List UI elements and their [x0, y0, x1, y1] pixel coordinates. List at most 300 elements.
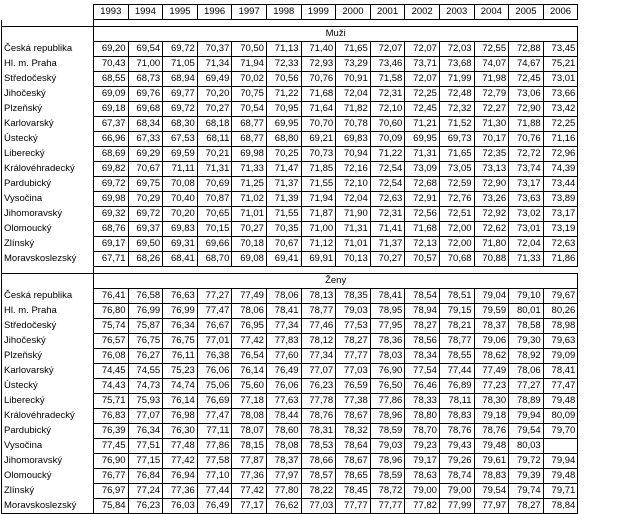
- value-cell: 70,88: [474, 252, 509, 267]
- value-cell: 78,07: [232, 424, 267, 439]
- value-cell: 70,15: [197, 222, 232, 237]
- value-cell: 77,63: [266, 394, 301, 409]
- value-cell: 71,01: [336, 237, 371, 252]
- value-cell: 78,03: [370, 349, 405, 364]
- value-cell: 76,57: [94, 334, 129, 349]
- value-cell: 78,96: [370, 454, 405, 469]
- value-cell: 76,41: [94, 289, 129, 304]
- value-cell: 71,94: [232, 57, 267, 72]
- value-cell: 79,18: [474, 409, 509, 424]
- value-cell: 77,77: [336, 499, 371, 514]
- value-cell: 78,36: [370, 334, 405, 349]
- value-cell: 72,45: [509, 72, 544, 87]
- value-cell: 73,02: [509, 207, 544, 222]
- value-cell: 78,33: [405, 394, 440, 409]
- value-cell: 76,84: [128, 469, 163, 484]
- value-cell: 71,65: [439, 147, 474, 162]
- table-row: [2, 379, 578, 394]
- value-cell: 78,67: [336, 409, 371, 424]
- table-row: [2, 132, 578, 147]
- value-cell: 77,34: [301, 349, 336, 364]
- value-cell: 77,38: [336, 394, 371, 409]
- value-cell: 72,56: [405, 207, 440, 222]
- value-cell: 77,54: [405, 364, 440, 379]
- value-cell: 78,34: [405, 349, 440, 364]
- value-cell: 78,41: [266, 304, 301, 319]
- value-cell: 72,62: [474, 222, 509, 237]
- region-name: Vysočina: [2, 439, 94, 454]
- value-cell: 78,65: [336, 469, 371, 484]
- value-cell: 74,73: [128, 379, 163, 394]
- value-cell: 73,17: [543, 207, 578, 222]
- value-cell: 71,33: [509, 252, 544, 267]
- value-cell: 79,70: [543, 424, 578, 439]
- value-cell: 76,11: [163, 349, 198, 364]
- table-row: [2, 162, 578, 177]
- value-cell: 76,59: [336, 379, 371, 394]
- value-cell: 79,94: [509, 409, 544, 424]
- value-cell: 79,03: [336, 304, 371, 319]
- value-cell: 68,26: [128, 252, 163, 267]
- value-cell: 71,31: [405, 147, 440, 162]
- value-cell: 69,37: [128, 222, 163, 237]
- value-cell: 70,91: [336, 72, 371, 87]
- year-header: 1997: [232, 5, 267, 20]
- value-cell: 79,72: [509, 454, 544, 469]
- value-cell: 76,77: [94, 469, 129, 484]
- value-cell: 77,46: [301, 319, 336, 334]
- value-cell: 75,23: [163, 364, 198, 379]
- value-cell: 73,06: [509, 87, 544, 102]
- value-cell: 75,84: [94, 499, 129, 514]
- region-name: Pardubický: [2, 424, 94, 439]
- value-cell: 79,39: [509, 469, 544, 484]
- value-cell: 77,48: [163, 439, 198, 454]
- value-cell: 76,62: [266, 499, 301, 514]
- value-cell: 70,02: [232, 72, 267, 87]
- value-cell: 77,27: [509, 379, 544, 394]
- value-cell: 78,94: [405, 304, 440, 319]
- value-cell: 79,71: [543, 484, 578, 499]
- value-cell: 68,69: [94, 147, 129, 162]
- value-cell: 70,29: [128, 192, 163, 207]
- value-cell: 78,77: [439, 334, 474, 349]
- value-cell: 76,75: [163, 334, 198, 349]
- value-cell: 76,80: [94, 304, 129, 319]
- value-cell: 69,20: [94, 42, 129, 57]
- value-cell: 76,30: [163, 424, 198, 439]
- value-cell: 71,37: [370, 237, 405, 252]
- value-cell: 76,23: [301, 379, 336, 394]
- value-cell: 71,90: [336, 207, 371, 222]
- value-cell: 69,49: [197, 72, 232, 87]
- value-cell: 69,66: [197, 237, 232, 252]
- value-cell: 70,75: [232, 87, 267, 102]
- value-cell: 70,25: [266, 147, 301, 162]
- value-cell: 72,96: [543, 147, 578, 162]
- value-cell: 79,67: [543, 289, 578, 304]
- value-cell: 79,00: [439, 484, 474, 499]
- value-cell: 77,58: [197, 454, 232, 469]
- value-cell: 72,63: [543, 237, 578, 252]
- value-cell: 79,48: [474, 439, 509, 454]
- value-cell: 69,41: [266, 252, 301, 267]
- region-name: Karlovarský: [2, 117, 94, 132]
- value-cell: 79,17: [405, 454, 440, 469]
- value-cell: 71,16: [543, 132, 578, 147]
- value-cell: 78,27: [509, 499, 544, 514]
- table-row: [2, 207, 578, 222]
- value-cell: 77,42: [232, 334, 267, 349]
- year-header: 2001: [370, 5, 405, 20]
- value-cell: 70,27: [232, 222, 267, 237]
- value-cell: 71,33: [232, 162, 267, 177]
- value-cell: 73,68: [439, 57, 474, 72]
- value-cell: 74,45: [94, 364, 129, 379]
- value-cell: 69,75: [128, 177, 163, 192]
- value-cell: 75,06: [197, 379, 232, 394]
- value-cell: 68,76: [94, 222, 129, 237]
- value-cell: 79,26: [439, 454, 474, 469]
- value-cell: 71,68: [405, 222, 440, 237]
- table-row: [2, 252, 578, 267]
- value-cell: 79,03: [370, 439, 405, 454]
- value-cell: 73,74: [509, 162, 544, 177]
- value-cell: 70,37: [197, 42, 232, 57]
- value-cell: 78,08: [266, 439, 301, 454]
- value-cell: 77,95: [370, 319, 405, 334]
- value-cell: 78,92: [509, 349, 544, 364]
- value-cell: 77,03: [336, 364, 371, 379]
- value-cell: 70,73: [301, 147, 336, 162]
- value-cell: 69,73: [439, 132, 474, 147]
- value-cell: 77,47: [197, 409, 232, 424]
- value-cell: 70,54: [232, 102, 267, 117]
- value-cell: 79,54: [509, 424, 544, 439]
- value-cell: 79,30: [509, 334, 544, 349]
- value-cell: 78,56: [405, 334, 440, 349]
- value-cell: 70,50: [232, 42, 267, 57]
- section-name-cell: [2, 274, 94, 289]
- value-cell: 77,34: [266, 319, 301, 334]
- value-cell: 78,64: [336, 439, 371, 454]
- value-cell: 77,36: [163, 484, 198, 499]
- value-cell: 71,13: [266, 42, 301, 57]
- value-cell: 76,39: [94, 424, 129, 439]
- value-cell: 70,09: [370, 132, 405, 147]
- value-cell: 72,25: [543, 117, 578, 132]
- value-cell: 69,83: [163, 222, 198, 237]
- region-name: Středočeský: [2, 319, 94, 334]
- value-cell: 70,95: [266, 102, 301, 117]
- value-cell: 77,44: [439, 364, 474, 379]
- value-cell: 77,53: [336, 319, 371, 334]
- value-cell: 76,90: [94, 454, 129, 469]
- value-cell: 78,98: [543, 319, 578, 334]
- value-cell: 72,72: [509, 147, 544, 162]
- value-cell: 69,18: [94, 102, 129, 117]
- value-cell: 71,82: [336, 102, 371, 117]
- region-name: Zlínský: [2, 484, 94, 499]
- value-cell: 69,72: [163, 102, 198, 117]
- value-cell: 69,08: [232, 252, 267, 267]
- value-cell: 76,03: [163, 499, 198, 514]
- value-cell: 78,76: [301, 409, 336, 424]
- value-cell: 73,46: [370, 57, 405, 72]
- value-cell: 78,41: [370, 289, 405, 304]
- value-cell: 76,67: [197, 319, 232, 334]
- value-cell: 77,86: [197, 439, 232, 454]
- region-name: Liberecký: [2, 394, 94, 409]
- value-cell: 79,54: [474, 484, 509, 499]
- table-row: [2, 424, 578, 439]
- value-cell: 78,13: [301, 289, 336, 304]
- section-title-row: [2, 274, 578, 289]
- region-name: Pardubický: [2, 177, 94, 192]
- table-row: [2, 439, 578, 454]
- value-cell: 68,77: [232, 132, 267, 147]
- value-cell: 68,41: [163, 252, 198, 267]
- value-cell: 75,74: [94, 319, 129, 334]
- region-name: Olomoucký: [2, 469, 94, 484]
- value-cell: 79,43: [439, 439, 474, 454]
- value-cell: 78,06: [266, 289, 301, 304]
- gap-name-cell: [2, 267, 94, 274]
- value-cell: 72,45: [405, 102, 440, 117]
- value-cell: 76,08: [94, 349, 129, 364]
- value-cell: 75,71: [94, 394, 129, 409]
- table-row: [2, 304, 578, 319]
- value-cell: 71,12: [301, 237, 336, 252]
- value-cell: 79,63: [543, 334, 578, 349]
- value-cell: 77,49: [232, 289, 267, 304]
- value-cell: 78,37: [474, 319, 509, 334]
- value-cell: 78,27: [336, 334, 371, 349]
- value-cell: 70,67: [128, 162, 163, 177]
- value-cell: 79,59: [474, 304, 509, 319]
- region-name: Liberecký: [2, 147, 94, 162]
- value-cell: 69,98: [232, 147, 267, 162]
- value-cell: 71,55: [266, 207, 301, 222]
- value-cell: 71,34: [197, 57, 232, 72]
- value-cell: 69,68: [128, 102, 163, 117]
- region-name: Česká republika: [2, 289, 94, 304]
- value-cell: 78,63: [405, 469, 440, 484]
- table-row: [2, 192, 578, 207]
- value-cell: 79,04: [474, 289, 509, 304]
- value-cell: 73,01: [543, 72, 578, 87]
- value-cell: 72,79: [474, 87, 509, 102]
- value-cell: 78,80: [405, 409, 440, 424]
- table-row: [2, 237, 578, 252]
- region-name: Zlínský: [2, 237, 94, 252]
- table-row: [2, 319, 578, 334]
- value-cell: 78,67: [336, 454, 371, 469]
- value-cell: 78,06: [232, 304, 267, 319]
- value-cell: 73,29: [336, 57, 371, 72]
- value-cell: 72,51: [439, 207, 474, 222]
- value-cell: 68,55: [94, 72, 129, 87]
- value-cell: 76,50: [370, 379, 405, 394]
- value-cell: 77,17: [232, 499, 267, 514]
- year-header: 1996: [197, 5, 232, 20]
- value-cell: 70,60: [370, 117, 405, 132]
- value-cell: 76,89: [439, 379, 474, 394]
- value-cell: 70,43: [94, 57, 129, 72]
- section-title: Muži: [94, 27, 578, 42]
- value-cell: 78,32: [336, 424, 371, 439]
- value-cell: 76,14: [163, 394, 198, 409]
- value-cell: 78,83: [439, 409, 474, 424]
- value-cell: 77,80: [266, 484, 301, 499]
- value-cell: 77,15: [128, 454, 163, 469]
- section-gap-row: [2, 267, 578, 274]
- value-cell: 76,94: [163, 469, 198, 484]
- value-cell: 77,99: [439, 499, 474, 514]
- value-cell: 78,08: [232, 409, 267, 424]
- table-row: [2, 394, 578, 409]
- year-header-row: [2, 5, 578, 20]
- value-cell: 74,67: [509, 57, 544, 72]
- region-name: Ústecký: [2, 379, 94, 394]
- value-cell: 78,22: [301, 484, 336, 499]
- value-cell: 71,05: [163, 57, 198, 72]
- value-cell: 78,54: [405, 289, 440, 304]
- value-cell: 72,48: [439, 87, 474, 102]
- value-cell: 72,54: [370, 177, 405, 192]
- value-cell: 73,26: [474, 192, 509, 207]
- table-row: [2, 409, 578, 424]
- value-cell: 68,80: [266, 132, 301, 147]
- value-cell: 68,73: [128, 72, 163, 87]
- value-cell: 70,76: [509, 132, 544, 147]
- region-name: Jihomoravský: [2, 207, 94, 222]
- value-cell: 78,27: [405, 319, 440, 334]
- value-cell: 76,06: [266, 379, 301, 394]
- value-cell: 71,30: [474, 117, 509, 132]
- region-name: Královéhradecký: [2, 409, 94, 424]
- value-cell: 78,74: [439, 469, 474, 484]
- value-cell: 80,09: [543, 409, 578, 424]
- value-cell: 77,49: [474, 364, 509, 379]
- value-cell: 73,44: [543, 177, 578, 192]
- value-cell: 78,53: [301, 439, 336, 454]
- value-cell: 77,18: [232, 394, 267, 409]
- value-cell: 78,55: [439, 349, 474, 364]
- value-cell: 72,63: [370, 192, 405, 207]
- value-cell: 76,99: [128, 304, 163, 319]
- value-cell: 69,76: [128, 87, 163, 102]
- table-row: [2, 147, 578, 162]
- value-cell: 72,92: [474, 207, 509, 222]
- value-cell: 69,77: [163, 87, 198, 102]
- table-row: [2, 349, 578, 364]
- value-cell: 69,29: [128, 147, 163, 162]
- value-cell: 70,78: [336, 117, 371, 132]
- value-cell: 74,55: [128, 364, 163, 379]
- value-cell: 77,77: [370, 499, 405, 514]
- value-cell: 73,17: [509, 177, 544, 192]
- value-cell: 71,41: [370, 222, 405, 237]
- value-cell: 76,95: [232, 319, 267, 334]
- value-cell: 72,04: [336, 192, 371, 207]
- value-cell: 80,03: [509, 439, 544, 454]
- value-cell: 69,50: [128, 237, 163, 252]
- value-cell: 77,11: [197, 424, 232, 439]
- year-header: 2006: [543, 5, 578, 20]
- value-cell: 76,27: [128, 349, 163, 364]
- value-cell: 78,37: [266, 454, 301, 469]
- value-cell: 78,58: [509, 319, 544, 334]
- value-cell: 73,89: [543, 192, 578, 207]
- value-cell: 71,22: [266, 87, 301, 102]
- value-cell: 71,87: [301, 207, 336, 222]
- section-title: Ženy: [94, 274, 578, 289]
- value-cell: 75,93: [128, 394, 163, 409]
- value-cell: 77,77: [336, 349, 371, 364]
- value-cell: 78,76: [474, 424, 509, 439]
- gap-name-cell: [2, 20, 94, 27]
- value-cell: 71,25: [232, 177, 267, 192]
- value-cell: 72,07: [370, 42, 405, 57]
- value-cell: 79,10: [509, 289, 544, 304]
- value-cell: 78,60: [266, 424, 301, 439]
- value-cell: 78,11: [439, 394, 474, 409]
- value-cell: 70,87: [197, 192, 232, 207]
- value-cell: 78,84: [543, 499, 578, 514]
- value-cell: 78,12: [301, 334, 336, 349]
- value-cell: 67,33: [128, 132, 163, 147]
- value-cell: 71,98: [474, 72, 509, 87]
- value-cell: 71,80: [474, 237, 509, 252]
- value-cell: 74,07: [474, 57, 509, 72]
- value-cell: 75,60: [232, 379, 267, 394]
- value-cell: 77,23: [474, 379, 509, 394]
- section-title-row: [2, 27, 578, 42]
- value-cell: 77,60: [266, 349, 301, 364]
- value-cell: 76,98: [163, 409, 198, 424]
- value-cell: 69,21: [301, 132, 336, 147]
- value-cell: 69,82: [94, 162, 129, 177]
- year-header: 2005: [509, 5, 544, 20]
- value-cell: 76,23: [128, 499, 163, 514]
- region-name: Moravskoslezský: [2, 499, 94, 514]
- value-cell: 77,47: [197, 304, 232, 319]
- value-cell: 72,91: [405, 192, 440, 207]
- region-name: Hl. m. Praha: [2, 304, 94, 319]
- value-cell: 72,16: [336, 162, 371, 177]
- value-cell: 68,77: [232, 117, 267, 132]
- value-cell: 75,87: [128, 319, 163, 334]
- value-cell: 79,74: [509, 484, 544, 499]
- value-cell: 69,54: [128, 42, 163, 57]
- value-cell: 77,44: [197, 484, 232, 499]
- value-cell: 73,01: [509, 222, 544, 237]
- table-body: [2, 5, 578, 514]
- region-name: Karlovarský: [2, 364, 94, 379]
- value-cell: 73,66: [543, 87, 578, 102]
- value-cell: 71,02: [232, 192, 267, 207]
- value-cell: 70,21: [197, 147, 232, 162]
- region-name: Moravskoslezský: [2, 252, 94, 267]
- value-cell: 70,56: [266, 72, 301, 87]
- table-row: [2, 334, 578, 349]
- value-cell: 76,46: [405, 379, 440, 394]
- value-cell: 72,04: [509, 237, 544, 252]
- table-row: [2, 364, 578, 379]
- value-cell: 78,31: [301, 424, 336, 439]
- value-cell: 79,00: [405, 484, 440, 499]
